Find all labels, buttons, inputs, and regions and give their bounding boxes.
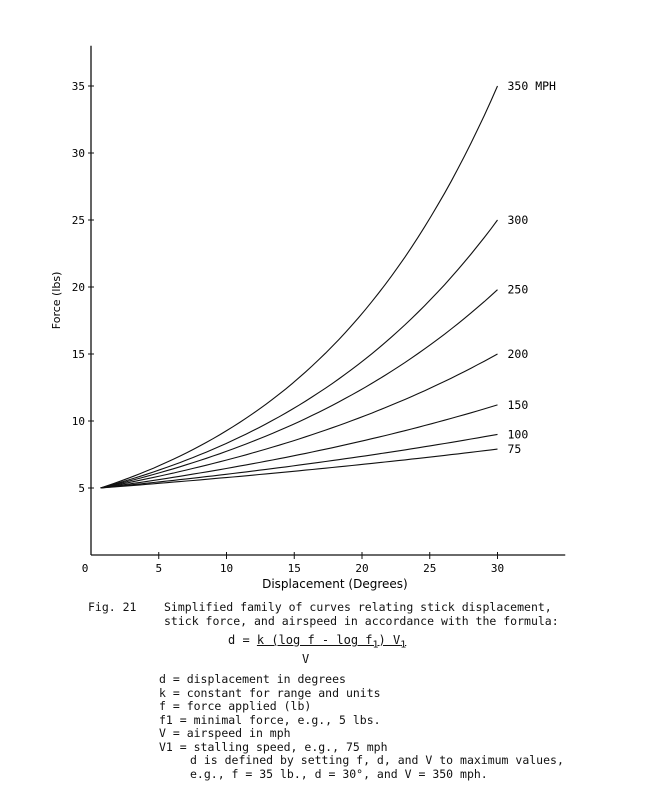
formula	[228, 633, 406, 650]
origin-label: 0	[81, 562, 89, 575]
legend	[159, 673, 388, 754]
curve-250	[101, 290, 498, 488]
x-axis-title: Displacement (Degrees)	[262, 577, 408, 591]
legend-k: k = constant for range and units	[159, 685, 381, 700]
y-tick-label: 30	[71, 147, 85, 160]
x-tick-label: 20	[355, 562, 369, 575]
caption-line-1: Simplified family of curves relating stick displacement,	[164, 600, 552, 614]
curve-300	[101, 220, 498, 488]
figure-number: Fig. 21	[88, 600, 137, 614]
x-tick-label: 15	[287, 562, 301, 575]
curve-label: 300	[507, 213, 529, 227]
curve-label: 150	[507, 397, 529, 412]
curve-label: 200	[507, 347, 529, 361]
curve-label: 250	[507, 282, 529, 297]
curve-100	[101, 434, 498, 488]
x-tick-label: 30	[490, 562, 505, 575]
y-tick-label: 35	[71, 80, 85, 93]
ticks	[72, 80, 504, 575]
note-line-1: d is defined by setting f, d, and V to maximum values,	[190, 753, 564, 767]
curve-label: 350 MPH	[507, 79, 556, 93]
legend-f1: f1 = minimal force, e.g., 5 lbs.	[159, 712, 381, 727]
x-tick-label: 5	[155, 562, 163, 575]
note-line-2: e.g., f = 35 lb., d = 30°, and V = 350 mph.	[190, 767, 488, 781]
formula-numerator: k (log f - $\log f_1$) $V_1$	[256, 633, 407, 651]
curve-350	[101, 86, 498, 488]
legend-f: f = force applied (lb)	[159, 699, 312, 713]
y-tick-label: 15	[71, 348, 85, 361]
x-tick-label: 25	[423, 562, 437, 575]
curves	[101, 86, 498, 488]
labels	[50, 79, 556, 591]
curve-200	[101, 354, 498, 488]
curve-label: 100	[507, 427, 529, 442]
legend-v1: V1 = stalling speed, e.g., 75 mph	[159, 739, 388, 754]
y-tick-label: 10	[71, 415, 85, 428]
legend-d: d = displacement in degrees	[159, 672, 346, 686]
y-axis-title: Force (lbs)	[50, 271, 63, 330]
y-tick-label: 20	[71, 281, 85, 294]
x-tick-label: 10	[219, 562, 234, 575]
curve-label: 75	[507, 442, 522, 457]
caption-line-2: stick force, and airspeed in accordance with the formula:	[164, 614, 559, 628]
y-tick-label: 25	[71, 214, 85, 227]
formula-denominator: V	[302, 652, 310, 666]
y-tick-label: 5	[78, 482, 85, 495]
formula-lhs: d =	[228, 633, 257, 647]
legend-v: V = airspeed in mph	[159, 726, 291, 740]
